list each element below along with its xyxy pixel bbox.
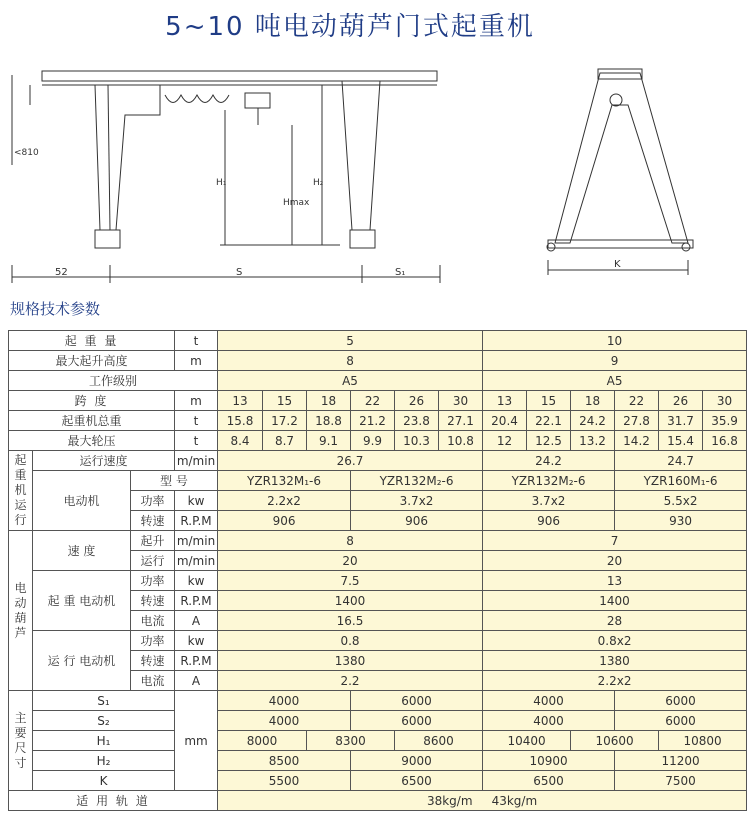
unit: t [175,411,218,431]
duty-a: A5 [218,371,483,391]
span: 15 [527,391,571,411]
row-label-h2: H₂ [33,751,175,771]
weight: 15.8 [218,411,263,431]
row-label-lift: 最大起升高度 [9,351,175,371]
travel-speed: 20 [218,551,483,571]
model: YZR132M₂-6 [351,471,483,491]
rpm: 906 [483,511,615,531]
model: YZR132M₁-6 [218,471,351,491]
wheel: 13.2 [571,431,615,451]
duty-b: A5 [483,371,747,391]
unit: A [175,611,218,631]
wheel: 9.9 [351,431,395,451]
s2: 6000 [615,711,747,731]
unit: m/min [175,451,218,471]
lift-8: 8 [218,351,483,371]
span: 30 [439,391,483,411]
span: 22 [351,391,395,411]
lift-current: 28 [483,611,747,631]
k: 7500 [615,771,747,791]
s1: 6000 [351,691,483,711]
rpm: 906 [218,511,351,531]
section-title: 规格技术参数 [10,300,101,318]
wheel: 9.1 [307,431,351,451]
model: YZR132M₂-6 [483,471,615,491]
unit: kw [175,571,218,591]
weight: 24.2 [571,411,615,431]
h1: 8000 [218,731,307,751]
span: 22 [615,391,659,411]
trav-power: 0.8x2 [483,631,747,651]
lift-current: 16.5 [218,611,483,631]
h2: 11200 [615,751,747,771]
row-label-run-speed: 运行速度 [33,451,175,471]
row-label-motor: 电动机 [33,471,131,531]
weight: 35.9 [703,411,747,431]
lift-speed: 7 [483,531,747,551]
k: 6500 [351,771,483,791]
trav-current: 2.2 [218,671,483,691]
unit: R.P.M [175,511,218,531]
weight: 17.2 [263,411,307,431]
capacity-5: 5 [218,331,483,351]
wheel: 14.2 [615,431,659,451]
row-label-rpm: 转速 [131,651,175,671]
span: 13 [218,391,263,411]
lift-9: 9 [483,351,747,371]
unit: A [175,671,218,691]
wheel: 10.3 [395,431,439,451]
row-label-k: K [33,771,175,791]
s2: 4000 [483,711,615,731]
row-label-rail: 适 用 轨 道 [9,791,218,811]
span: 18 [307,391,351,411]
dim-h2: H₂ [313,178,324,188]
run-speed: 24.7 [615,451,747,471]
crane-drawing [0,55,700,285]
weight: 20.4 [483,411,527,431]
spec-table [8,330,747,811]
row-label-power: 功率 [131,631,175,651]
unit: t [175,431,218,451]
s2: 6000 [351,711,483,731]
dim-s1: S₁ [395,267,406,278]
weight: 27.1 [439,411,483,431]
row-label-weight: 起重机总重 [9,411,175,431]
h2: 10900 [483,751,615,771]
weight: 31.7 [659,411,703,431]
s1: 4000 [218,691,351,711]
run-speed: 26.7 [218,451,483,471]
row-label-current: 电流 [131,611,175,631]
h1: 10400 [483,731,571,751]
span: 26 [659,391,703,411]
h1: 8300 [307,731,395,751]
unit: kw [175,491,218,511]
row-label-duty: 工作级别 [9,371,218,391]
h1: 10600 [571,731,659,751]
wheel: 15.4 [659,431,703,451]
trav-power: 0.8 [218,631,483,651]
dim-52: 52 [55,267,68,278]
travel-speed: 20 [483,551,747,571]
row-label-speed: 速 度 [33,531,131,571]
span: 15 [263,391,307,411]
row-label-s1: S₁ [33,691,175,711]
weight: 21.2 [351,411,395,431]
wheel: 8.7 [263,431,307,451]
row-label-current: 电流 [131,671,175,691]
wheel: 10.8 [439,431,483,451]
unit: m [175,391,218,411]
rpm: 906 [351,511,483,531]
s1: 4000 [483,691,615,711]
row-label-capacity: 起 重 量 [9,331,175,351]
rpm: 930 [615,511,747,531]
lift-power: 13 [483,571,747,591]
row-label-span: 跨 度 [9,391,175,411]
row-label-model: 型 号 [131,471,218,491]
row-label-travel-motor: 运 行 电动机 [33,631,131,691]
unit: m/min [175,531,218,551]
capacity-10: 10 [483,331,747,351]
run-speed: 24.2 [483,451,615,471]
trav-rpm: 1380 [218,651,483,671]
rail: 38kg/m 43kg/m [218,791,747,811]
weight: 23.8 [395,411,439,431]
dim-810: <810 [14,148,39,158]
group-crane-run: 起 重 机 运 行 [9,451,33,531]
s1: 6000 [615,691,747,711]
row-label-rpm: 转速 [131,591,175,611]
row-label-s2: S₂ [33,711,175,731]
span: 13 [483,391,527,411]
lift-speed: 8 [218,531,483,551]
span: 26 [395,391,439,411]
h2: 9000 [351,751,483,771]
wheel: 16.8 [703,431,747,451]
weight: 18.8 [307,411,351,431]
weight: 27.8 [615,411,659,431]
trav-current: 2.2x2 [483,671,747,691]
k: 6500 [483,771,615,791]
lift-rpm: 1400 [483,591,747,611]
row-label-power: 功率 [131,491,175,511]
unit: m [175,351,218,371]
row-label-h1: H₁ [33,731,175,751]
unit-mm: mm [175,691,218,791]
power: 3.7x2 [351,491,483,511]
lift-power: 7.5 [218,571,483,591]
group-hoist: 电 动 葫 芦 [9,531,33,691]
h1: 8600 [395,731,483,751]
span: 30 [703,391,747,411]
power: 2.2x2 [218,491,351,511]
power: 3.7x2 [483,491,615,511]
unit: R.P.M [175,591,218,611]
row-label-rpm: 转速 [131,511,175,531]
dim-k: K [614,259,621,270]
wheel: 12.5 [527,431,571,451]
unit: R.P.M [175,651,218,671]
group-dims: 主 要 尺 寸 [9,691,33,791]
weight: 22.1 [527,411,571,431]
unit: m/min [175,551,218,571]
dim-h1: H₁ [216,178,227,188]
s2: 4000 [218,711,351,731]
trav-rpm: 1380 [483,651,747,671]
h2: 8500 [218,751,351,771]
row-label-power: 功率 [131,571,175,591]
page-title: 5~10 吨电动葫芦门式起重机 [165,12,535,42]
span: 18 [571,391,615,411]
k: 5500 [218,771,351,791]
lift-rpm: 1400 [218,591,483,611]
row-label-travel: 运行 [131,551,175,571]
dim-s: S [236,267,243,278]
unit: t [175,331,218,351]
dim-hmax: Hmax [283,198,310,208]
h1: 10800 [659,731,747,751]
wheel: 8.4 [218,431,263,451]
row-label-lift-speed: 起升 [131,531,175,551]
power: 5.5x2 [615,491,747,511]
row-label-wheel: 最大轮压 [9,431,175,451]
row-label-lift-motor: 起 重 电动机 [33,571,131,631]
unit: kw [175,631,218,651]
model: YZR160M₁-6 [615,471,747,491]
wheel: 12 [483,431,527,451]
